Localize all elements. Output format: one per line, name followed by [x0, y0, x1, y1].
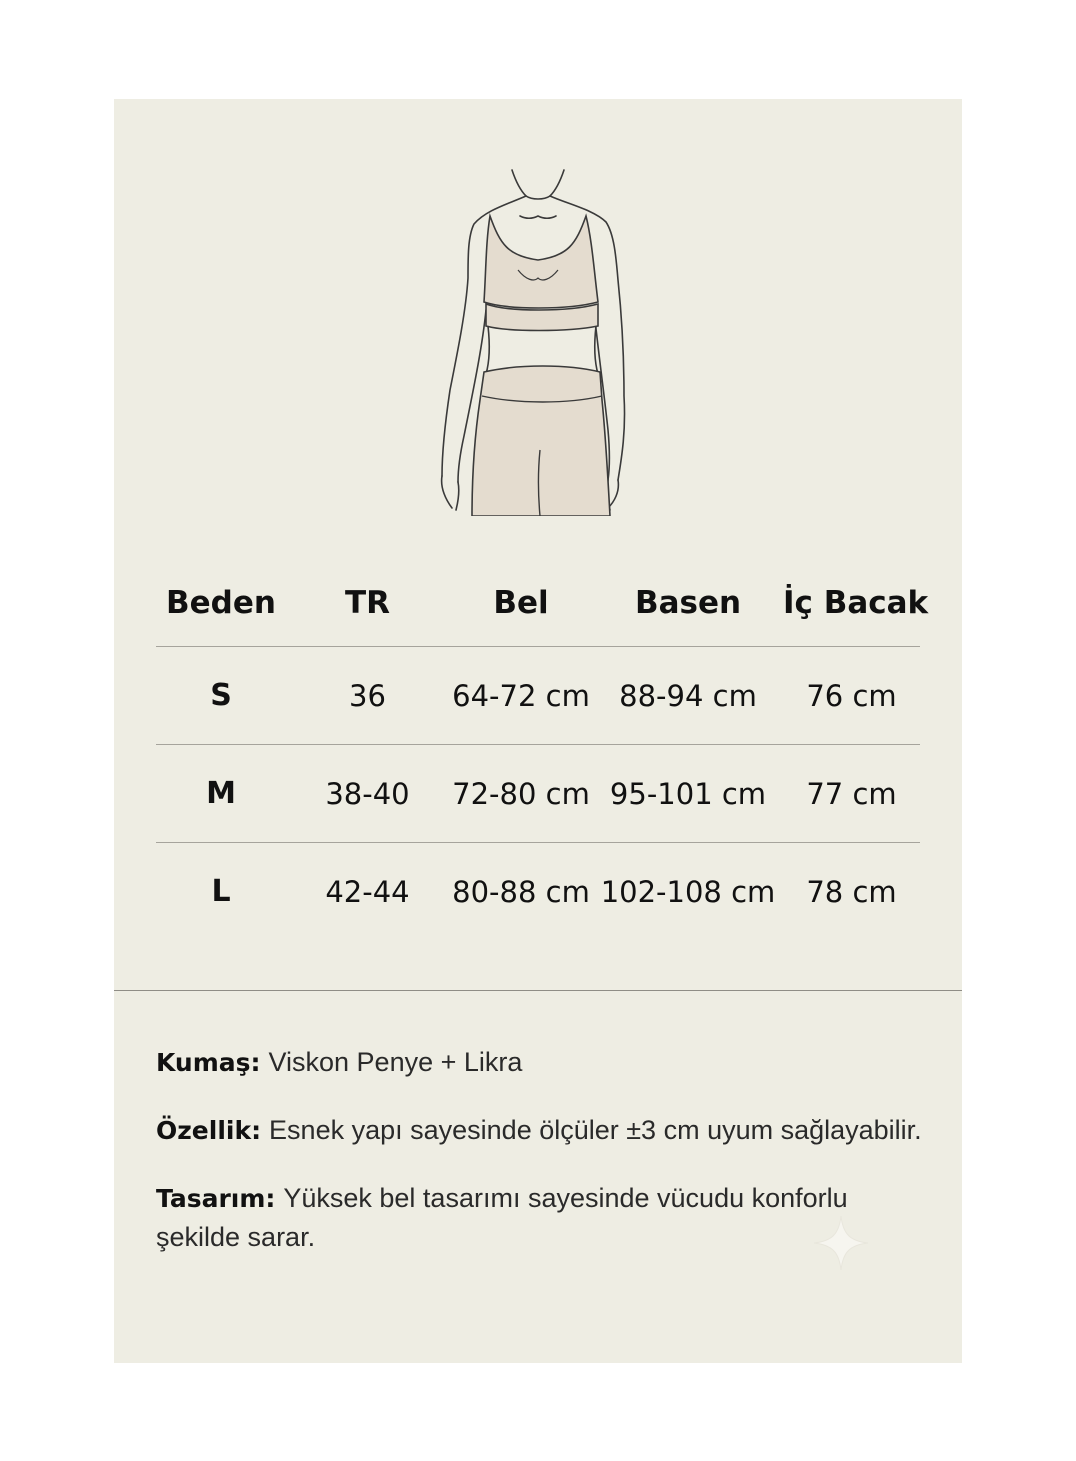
header-beden: Beden — [166, 585, 276, 621]
header-basen: Basen — [634, 585, 742, 621]
female-body-outline-illustration — [428, 160, 648, 516]
bel-cell: 64-72 cm — [452, 678, 590, 713]
header-bel: Bel — [493, 585, 549, 621]
header-tr: TR — [344, 585, 391, 621]
sparkle-icon — [812, 1214, 870, 1272]
header-ic-bacak: İç Bacak — [783, 585, 929, 621]
size-cell: M — [206, 776, 236, 811]
note-design — [156, 1179, 896, 1257]
size-cell: S — [210, 678, 232, 713]
table-row — [156, 745, 920, 843]
note-label: Tasarım: — [156, 1184, 276, 1213]
note-label: Kumaş: — [156, 1048, 261, 1077]
note-text: Viskon Penye + Likra — [268, 1047, 523, 1077]
table-row — [156, 843, 920, 940]
ic-bacak-cell: 78 cm — [806, 874, 897, 909]
size-cell: L — [211, 874, 231, 909]
note-label: Özellik: — [156, 1116, 262, 1145]
tr-cell: 36 — [349, 678, 386, 713]
section-divider — [114, 990, 962, 991]
ic-bacak-cell: 76 cm — [806, 678, 897, 713]
tr-cell: 38-40 — [325, 776, 410, 811]
table-row — [156, 647, 920, 745]
bel-cell: 80-88 cm — [452, 874, 590, 909]
ic-bacak-cell: 77 cm — [806, 776, 897, 811]
tr-cell: 42-44 — [325, 874, 410, 909]
note-fabric — [156, 1043, 956, 1082]
note-text: Esnek yapı sayesinde ölçüler ±3 cm uyum sağlayabilir. — [269, 1115, 922, 1145]
basen-cell: 95-101 cm — [609, 776, 767, 811]
note-feature — [156, 1111, 956, 1150]
bel-cell: 72-80 cm — [452, 776, 590, 811]
size-table — [156, 560, 929, 940]
basen-cell: 88-94 cm — [619, 678, 757, 713]
basen-cell: 102-108 cm — [600, 874, 776, 909]
note-text: Yüksek bel tasarımı sayesinde vücudu konforlu şekilde sarar. — [156, 1183, 848, 1252]
table-header-row — [156, 560, 929, 647]
